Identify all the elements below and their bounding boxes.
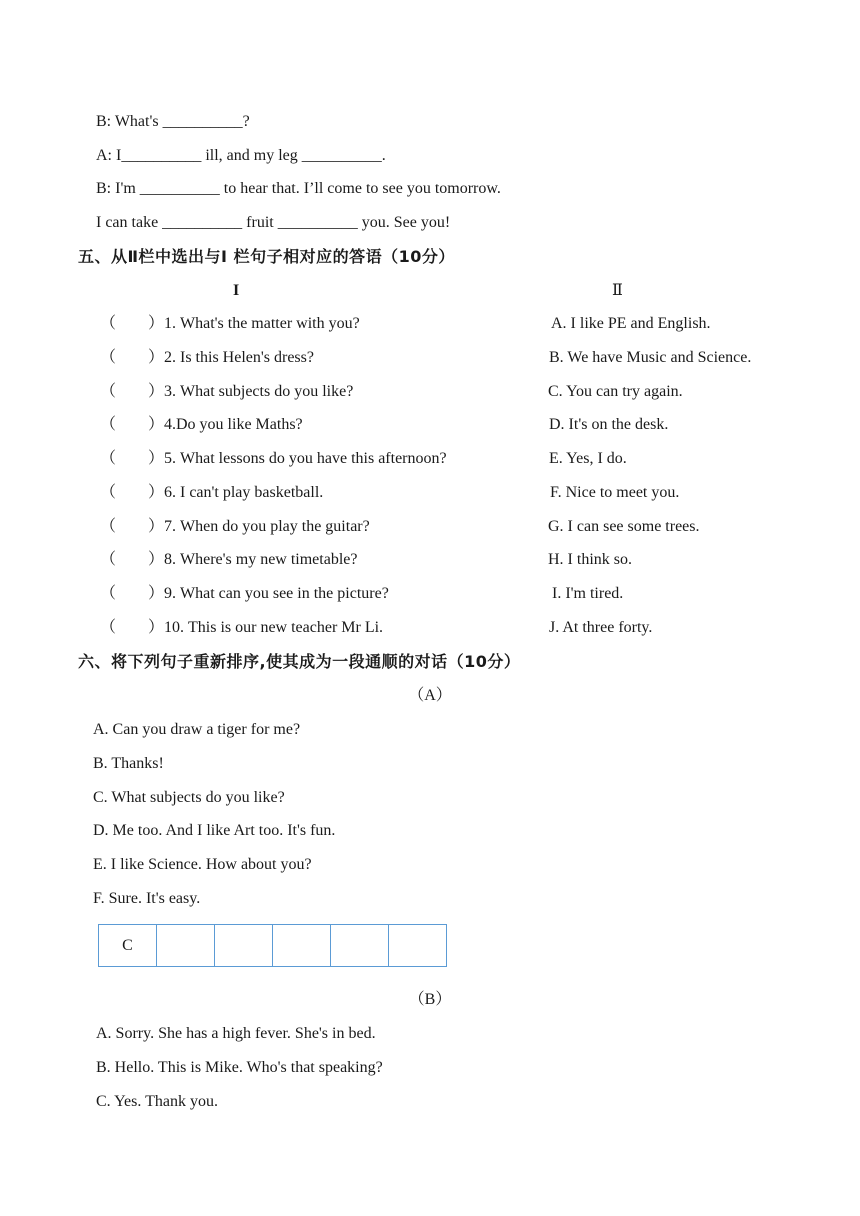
section5-title: 五、从Ⅱ栏中选出与Ⅰ 栏句子相对应的答语（10分）: [78, 247, 455, 266]
dialogue-line-3: B: I'm __________ to hear that. I’ll come to see you tomorrow.: [96, 180, 501, 197]
section6-title: 六、将下列句子重新排序,使其成为一段通顺的对话（10分）: [78, 652, 521, 671]
answer-a: A. I like PE and English.: [551, 315, 711, 332]
order-answer-table: [98, 924, 447, 967]
question-6: （ ）6. I can't play basketball.: [100, 484, 324, 501]
order-box-1[interactable]: C: [99, 925, 157, 967]
answer-c: C. You can try again.: [548, 383, 683, 400]
part-a-item-d: D. Me too. And I like Art too. It's fun.: [93, 822, 336, 839]
question-3: （ ）3. What subjects do you like?: [100, 383, 354, 400]
part-a-item-c: C. What subjects do you like?: [93, 789, 285, 806]
question-4: （ ）4.Do you like Maths?: [100, 416, 303, 433]
answer-e: E. Yes, I do.: [549, 450, 627, 467]
part-a-item-f: F. Sure. It's easy.: [93, 890, 201, 907]
answer-g: G. I can see some trees.: [548, 518, 700, 535]
dialogue-line-1: B: What's __________?: [96, 113, 250, 130]
part-a-item-a: A. Can you draw a tiger for me?: [93, 721, 301, 738]
question-5: （ ）5. What lessons do you have this afternoon?: [100, 450, 447, 467]
part-b-item-c: C. Yes. Thank you.: [96, 1093, 218, 1110]
question-1: （ ）1. What's the matter with you?: [100, 315, 360, 332]
column-2-header: Ⅱ: [612, 282, 623, 299]
answer-b: B. We have Music and Science.: [549, 349, 752, 366]
answer-d: D. It's on the desk.: [549, 416, 669, 433]
part-a-item-e: E. I like Science. How about you?: [93, 856, 312, 873]
question-9: （ ）9. What can you see in the picture?: [100, 585, 389, 602]
order-box-6[interactable]: [389, 925, 447, 967]
question-8: （ ）8. Where's my new timetable?: [100, 551, 358, 568]
order-box-4[interactable]: [273, 925, 331, 967]
question-7: （ ）7. When do you play the guitar?: [100, 518, 370, 535]
column-1-header: I: [233, 282, 240, 299]
answer-i: I. I'm tired.: [552, 585, 624, 602]
dialogue-line-4: I can take __________ fruit __________ you. See you!: [96, 214, 451, 231]
part-a-item-b: B. Thanks!: [93, 755, 164, 772]
answer-j: J. At three forty.: [549, 619, 653, 636]
answer-f: F. Nice to meet you.: [550, 484, 680, 501]
question-10: （ ）10. This is our new teacher Mr Li.: [100, 619, 384, 636]
order-box-2[interactable]: [157, 925, 215, 967]
order-box-3[interactable]: [215, 925, 273, 967]
part-b-label: （B）: [408, 991, 452, 1008]
question-2: （ ）2. Is this Helen's dress?: [100, 349, 314, 366]
part-b-item-b: B. Hello. This is Mike. Who's that speaking?: [96, 1059, 383, 1076]
part-a-label: （A）: [408, 687, 452, 704]
order-box-5[interactable]: [331, 925, 389, 967]
answer-h: H. I think so.: [548, 551, 632, 568]
dialogue-line-2: A: I__________ ill, and my leg __________.: [96, 147, 386, 164]
part-b-item-a: A. Sorry. She has a high fever. She's in bed.: [96, 1025, 376, 1042]
